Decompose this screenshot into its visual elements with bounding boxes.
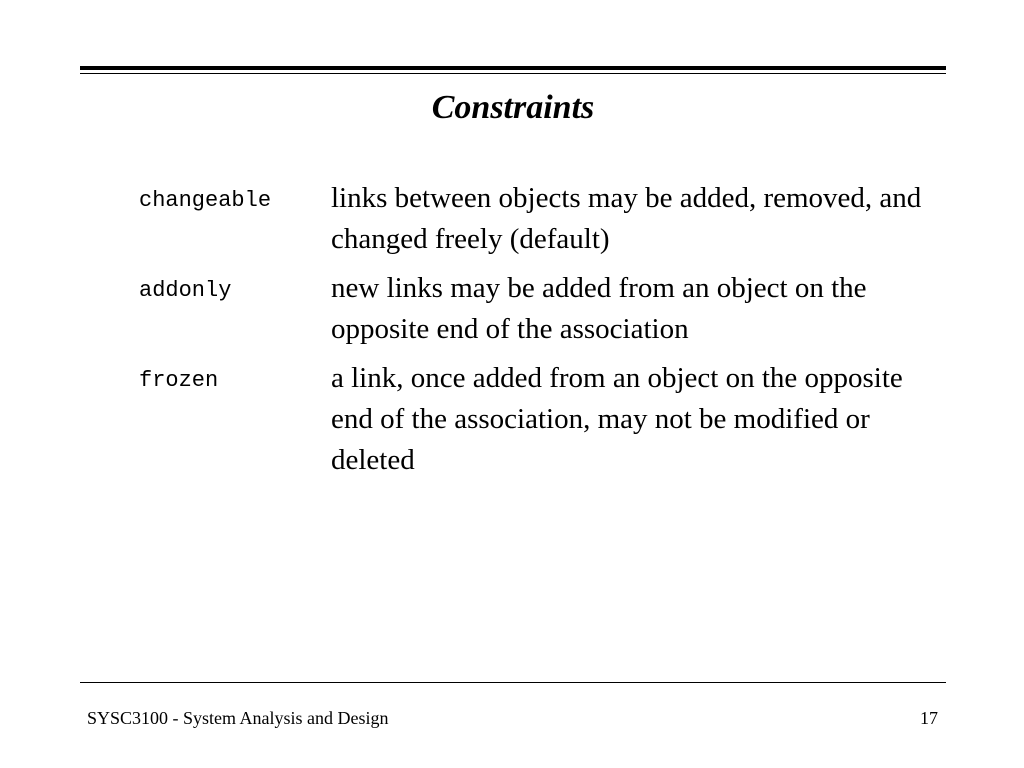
- constraint-description: new links may be added from an object on the opposite end of the association: [331, 272, 867, 345]
- page-number: 17: [920, 708, 938, 728]
- constraint-description: links between objects may be added, removed, and changed freely (default): [331, 182, 922, 255]
- constraint-list: [139, 178, 939, 489]
- constraint-row-changeable: [139, 178, 939, 260]
- constraint-row-frozen: [139, 358, 939, 481]
- constraint-term: frozen: [139, 368, 219, 393]
- slide-title: Constraints: [431, 89, 595, 126]
- footer-rule: [80, 682, 946, 683]
- header-rule-thick: [80, 66, 946, 70]
- constraint-description: a link, once added from an object on the opposite end of the association, may not be modified or deleted: [331, 362, 903, 476]
- constraint-row-addonly: [139, 268, 939, 350]
- header-rule-thin: [80, 73, 946, 74]
- constraint-term: changeable: [139, 188, 272, 213]
- footer-course-title: SYSC3100 - System Analysis and Design: [87, 708, 389, 728]
- constraint-term: addonly: [139, 278, 232, 303]
